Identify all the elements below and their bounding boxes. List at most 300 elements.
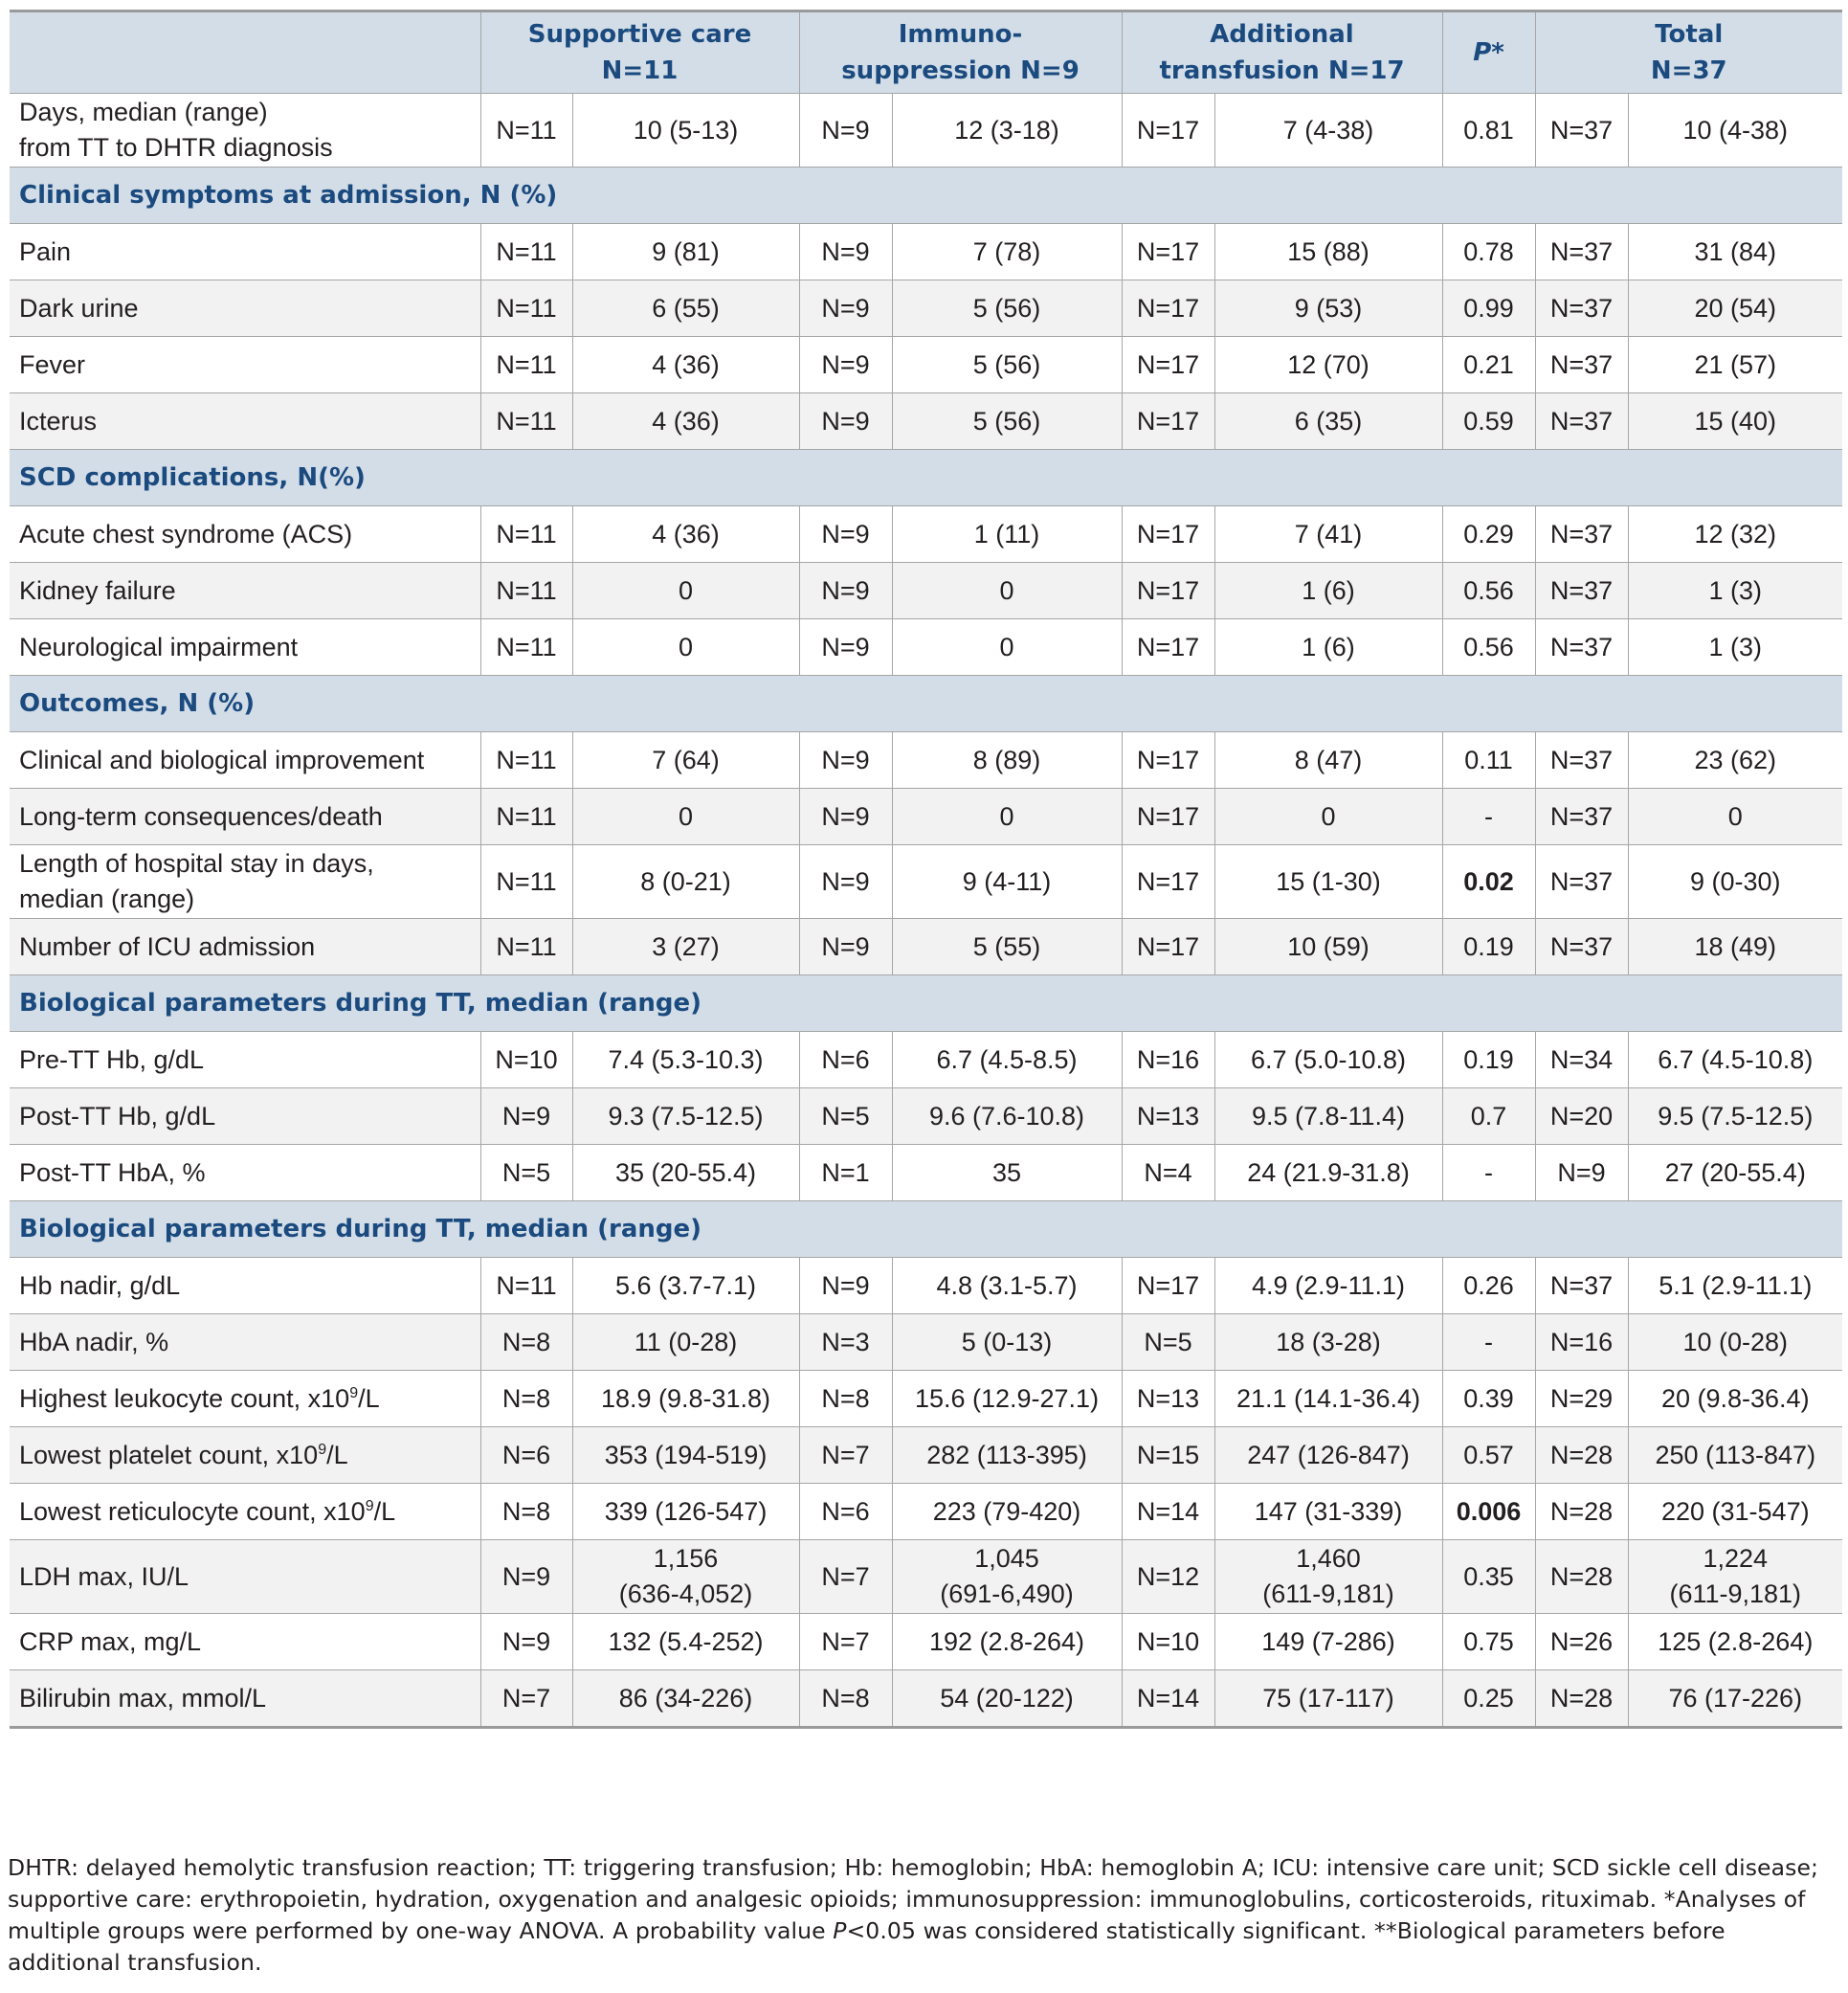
row-label-superscript: 9: [318, 1441, 327, 1458]
immunosuppression-n: N=9: [799, 919, 892, 975]
total-value-line: (611-9,181): [1669, 1579, 1802, 1608]
total-n: N=37: [1535, 224, 1628, 280]
immunosuppression-value: 8 (89): [892, 732, 1122, 789]
additional-transfusion-value: 6 (35): [1214, 393, 1442, 450]
supportive-care-n: N=11: [480, 280, 572, 337]
p-value: 0.006: [1442, 1484, 1535, 1540]
additional-transfusion-n: N=17: [1122, 280, 1214, 337]
additional-transfusion-value: 15 (88): [1214, 224, 1442, 280]
section-header-label: Biological parameters during TT, median (range): [10, 975, 1842, 1032]
additional-transfusion-n: N=10: [1122, 1614, 1214, 1670]
row-label: [10, 1371, 480, 1427]
supportive-care-value: 10 (5-13): [572, 94, 799, 168]
row-label-unit: /L: [373, 1496, 396, 1526]
additional-transfusion-value: 10 (59): [1214, 919, 1442, 975]
additional-transfusion-value-line: 1,460: [1296, 1544, 1361, 1573]
additional-transfusion-value: 8 (47): [1214, 732, 1442, 789]
row-label: [10, 1484, 480, 1540]
row-label-line: Icterus: [19, 406, 98, 436]
immunosuppression-value: 0: [892, 789, 1122, 845]
row-label-line: median (range): [19, 885, 195, 913]
supportive-care-n: N=11: [480, 393, 572, 450]
supportive-care-value: 0: [572, 619, 799, 676]
p-value: 0.26: [1442, 1258, 1535, 1314]
total-value: 21 (57): [1628, 337, 1842, 393]
table-row: [10, 1614, 1842, 1670]
footnote-p-symbol: P: [833, 1917, 847, 1944]
p-value: 0.59: [1442, 393, 1535, 450]
immunosuppression-value: 4.8 (3.1-5.7): [892, 1258, 1122, 1314]
row-label-superscript: 9: [365, 1497, 374, 1514]
supportive-care-value: [572, 1540, 799, 1614]
supportive-care-value: 86 (34-226): [572, 1670, 799, 1728]
total-value: 76 (17-226): [1628, 1670, 1842, 1728]
immunosuppression-value: 5 (56): [892, 280, 1122, 337]
p-value: 0.56: [1442, 619, 1535, 676]
table-row: [10, 224, 1842, 280]
table-row: [10, 1670, 1842, 1728]
total-n: N=29: [1535, 1371, 1628, 1427]
supportive-care-n: N=6: [480, 1427, 572, 1484]
immunosuppression-n: N=6: [799, 1484, 892, 1540]
supportive-care-n: N=10: [480, 1032, 572, 1088]
section-header-row: [10, 676, 1842, 732]
supportive-care-n: N=11: [480, 563, 572, 619]
supportive-care-value: 9.3 (7.5-12.5): [572, 1088, 799, 1145]
total-value: [1628, 1540, 1842, 1614]
row-label-line: Dark urine: [19, 293, 139, 323]
table-row: [10, 563, 1842, 619]
row-label: [10, 224, 480, 280]
row-label-line: Pain: [19, 236, 72, 266]
total-value: 15 (40): [1628, 393, 1842, 450]
header-immunosuppression-line2: suppression N=9: [841, 56, 1080, 85]
immunosuppression-value: 5 (56): [892, 393, 1122, 450]
row-label-line: Post-TT HbA, %: [19, 1157, 206, 1187]
total-value: 23 (62): [1628, 732, 1842, 789]
supportive-care-value: 4 (36): [572, 506, 799, 563]
additional-transfusion-n: N=5: [1122, 1314, 1214, 1371]
row-label: [10, 732, 480, 789]
row-label-unit: /L: [326, 1440, 348, 1469]
total-value: 10 (4-38): [1628, 94, 1842, 168]
additional-transfusion-value: 6.7 (5.0-10.8): [1214, 1032, 1442, 1088]
total-n: N=37: [1535, 393, 1628, 450]
supportive-care-value: 4 (36): [572, 337, 799, 393]
immunosuppression-value: 35: [892, 1145, 1122, 1201]
p-value: 0.11: [1442, 732, 1535, 789]
supportive-care-n: N=5: [480, 1145, 572, 1201]
table-row: [10, 1371, 1842, 1427]
additional-transfusion-value: 149 (7-286): [1214, 1614, 1442, 1670]
table-row: [10, 919, 1842, 975]
total-value: 250 (113-847): [1628, 1427, 1842, 1484]
additional-transfusion-value: 15 (1-30): [1214, 845, 1442, 919]
section-header-row: [10, 450, 1842, 506]
section-header-label: SCD complications, N(%): [10, 450, 1842, 506]
additional-transfusion-value: 21.1 (14.1-36.4): [1214, 1371, 1442, 1427]
additional-transfusion-n: N=17: [1122, 563, 1214, 619]
supportive-care-n: N=11: [480, 845, 572, 919]
row-label: [10, 1670, 480, 1728]
immunosuppression-value: 5 (0-13): [892, 1314, 1122, 1371]
total-n: N=16: [1535, 1314, 1628, 1371]
supportive-care-value: 18.9 (9.8-31.8): [572, 1371, 799, 1427]
supportive-care-value: 5.6 (3.7-7.1): [572, 1258, 799, 1314]
additional-transfusion-value: 7 (41): [1214, 506, 1442, 563]
total-n: N=37: [1535, 280, 1628, 337]
table-row: [10, 337, 1842, 393]
immunosuppression-n: N=9: [799, 845, 892, 919]
p-value: 0.7: [1442, 1088, 1535, 1145]
supportive-care-value: 7.4 (5.3-10.3): [572, 1032, 799, 1088]
table-row: [10, 1145, 1842, 1201]
additional-transfusion-value: 9.5 (7.8-11.4): [1214, 1088, 1442, 1145]
row-label: [10, 506, 480, 563]
table-row: [10, 506, 1842, 563]
table-row: [10, 1427, 1842, 1484]
row-label: [10, 337, 480, 393]
section-header-label: Outcomes, N (%): [10, 676, 1842, 732]
additional-transfusion-n: N=17: [1122, 224, 1214, 280]
immunosuppression-n: N=9: [799, 337, 892, 393]
total-value: 5.1 (2.9-11.1): [1628, 1258, 1842, 1314]
immunosuppression-value: 282 (113-395): [892, 1427, 1122, 1484]
header-label-col: [10, 11, 480, 94]
supportive-care-value-line: (636-4,052): [618, 1579, 753, 1608]
additional-transfusion-value: 1 (6): [1214, 619, 1442, 676]
additional-transfusion-value: 7 (4-38): [1214, 94, 1442, 168]
total-n: N=28: [1535, 1670, 1628, 1728]
table-row: [10, 1484, 1842, 1540]
total-value: 0: [1628, 789, 1842, 845]
additional-transfusion-n: N=17: [1122, 94, 1214, 168]
immunosuppression-n: N=7: [799, 1427, 892, 1484]
immunosuppression-n: N=7: [799, 1540, 892, 1614]
total-value: 9.5 (7.5-12.5): [1628, 1088, 1842, 1145]
row-label: [10, 789, 480, 845]
row-label: [10, 393, 480, 450]
immunosuppression-n: N=9: [799, 94, 892, 168]
supportive-care-n: N=11: [480, 1258, 572, 1314]
row-label-line: Clinical and biological improvement: [19, 745, 425, 774]
p-value: 0.39: [1442, 1371, 1535, 1427]
supportive-care-n: N=11: [480, 919, 572, 975]
row-label-unit: /L: [358, 1383, 380, 1413]
p-value: 0.57: [1442, 1427, 1535, 1484]
row-label-line: Days, median (range): [19, 98, 268, 126]
table-row: [10, 619, 1842, 676]
immunosuppression-value: 6.7 (4.5-8.5): [892, 1032, 1122, 1088]
total-value: 6.7 (4.5-10.8): [1628, 1032, 1842, 1088]
immunosuppression-value: [892, 1540, 1122, 1614]
supportive-care-value: 4 (36): [572, 393, 799, 450]
table-row: [10, 1258, 1842, 1314]
immunosuppression-value: 15.6 (12.9-27.1): [892, 1371, 1122, 1427]
row-label-line: LDH max, IU/L: [19, 1561, 189, 1591]
supportive-care-n: N=11: [480, 789, 572, 845]
immunosuppression-value: 7 (78): [892, 224, 1122, 280]
row-label: [10, 1540, 480, 1614]
additional-transfusion-n: N=17: [1122, 789, 1214, 845]
total-n: N=37: [1535, 94, 1628, 168]
total-n: N=9: [1535, 1145, 1628, 1201]
additional-transfusion-value: 247 (126-847): [1214, 1427, 1442, 1484]
row-label: [10, 845, 480, 919]
supportive-care-value: 0: [572, 563, 799, 619]
row-label-line: CRP max, mg/L: [19, 1626, 202, 1656]
section-header-label: Biological parameters during TT, median (range): [10, 1201, 1842, 1258]
immunosuppression-value: 192 (2.8-264): [892, 1614, 1122, 1670]
total-value: 9 (0-30): [1628, 845, 1842, 919]
immunosuppression-n: N=7: [799, 1614, 892, 1670]
table-header-row: [10, 11, 1842, 94]
table-row: [10, 789, 1842, 845]
supportive-care-value: 6 (55): [572, 280, 799, 337]
header-additional-transfusion: [1122, 11, 1442, 94]
p-value: 0.19: [1442, 1032, 1535, 1088]
immunosuppression-value-line: 1,045: [974, 1544, 1039, 1573]
supportive-care-value: 8 (0-21): [572, 845, 799, 919]
row-label: [10, 1145, 480, 1201]
total-value: 125 (2.8-264): [1628, 1614, 1842, 1670]
immunosuppression-n: N=9: [799, 1258, 892, 1314]
p-value: 0.99: [1442, 280, 1535, 337]
additional-transfusion-n: N=17: [1122, 845, 1214, 919]
immunosuppression-n: N=9: [799, 393, 892, 450]
immunosuppression-n: N=3: [799, 1314, 892, 1371]
immunosuppression-n: N=5: [799, 1088, 892, 1145]
additional-transfusion-n: N=17: [1122, 1258, 1214, 1314]
additional-transfusion-value: 75 (17-117): [1214, 1670, 1442, 1728]
p-value: -: [1442, 789, 1535, 845]
additional-transfusion-n: N=17: [1122, 506, 1214, 563]
immunosuppression-n: N=6: [799, 1032, 892, 1088]
supportive-care-n: N=11: [480, 506, 572, 563]
total-n: N=26: [1535, 1614, 1628, 1670]
additional-transfusion-n: N=17: [1122, 919, 1214, 975]
row-label: [10, 1614, 480, 1670]
header-total-line2: N=37: [1650, 56, 1727, 85]
immunosuppression-value: 1 (11): [892, 506, 1122, 563]
footnote-text-1: DHTR: delayed hemolytic transfusion reaction; TT: triggering transfusion; Hb: hemoglobin; HbA: hemoglobin A; ICU: intensive care unit; SCD sickle cell disease; supportive care: erythropoietin, hydration, oxygenation and analgesic opioids; immunosuppression: immunoglobulins, corticosteroids, rituximab. *Analyses of multiple groups were performed by one-way ANOVA. A probability value: [8, 1854, 1819, 1944]
total-n: N=28: [1535, 1427, 1628, 1484]
additional-transfusion-n: N=17: [1122, 619, 1214, 676]
p-value: 0.35: [1442, 1540, 1535, 1614]
total-n: N=37: [1535, 732, 1628, 789]
supportive-care-n: N=9: [480, 1088, 572, 1145]
additional-transfusion-value: 12 (70): [1214, 337, 1442, 393]
immunosuppression-n: N=8: [799, 1371, 892, 1427]
row-label: [10, 1032, 480, 1088]
p-value: 0.78: [1442, 224, 1535, 280]
p-value: 0.56: [1442, 563, 1535, 619]
total-n: N=37: [1535, 789, 1628, 845]
immunosuppression-value: 0: [892, 563, 1122, 619]
supportive-care-value: 132 (5.4-252): [572, 1614, 799, 1670]
p-value: 0.21: [1442, 337, 1535, 393]
supportive-care-n: N=9: [480, 1540, 572, 1614]
p-value: 0.02: [1442, 845, 1535, 919]
header-supportive-care: [480, 11, 799, 94]
total-value: 10 (0-28): [1628, 1314, 1842, 1371]
additional-transfusion-n: N=17: [1122, 337, 1214, 393]
table-row: [10, 1088, 1842, 1145]
header-supportive-care-line1: Supportive care: [527, 20, 752, 49]
immunosuppression-value: 9.6 (7.6-10.8): [892, 1088, 1122, 1145]
additional-transfusion-n: N=17: [1122, 393, 1214, 450]
row-label-line: Acute chest syndrome (ACS): [19, 519, 353, 549]
header-p-value: P*: [1442, 11, 1535, 94]
total-value: 12 (32): [1628, 506, 1842, 563]
table-row: [10, 1314, 1842, 1371]
row-label-line: Bilirubin max, mmol/L: [19, 1683, 267, 1713]
row-label: [10, 919, 480, 975]
row-label: [10, 1427, 480, 1484]
total-value: 1 (3): [1628, 563, 1842, 619]
row-label: [10, 1314, 480, 1371]
supportive-care-value: 3 (27): [572, 919, 799, 975]
p-value: 0.29: [1442, 506, 1535, 563]
table-body: [10, 94, 1842, 1728]
table-row: [10, 1540, 1842, 1614]
additional-transfusion-value: 0: [1214, 789, 1442, 845]
immunosuppression-n: N=9: [799, 789, 892, 845]
supportive-care-n: N=11: [480, 94, 572, 168]
row-label-line: Fever: [19, 349, 86, 379]
total-n: N=37: [1535, 337, 1628, 393]
row-label: [10, 563, 480, 619]
header-additional-transfusion-line1: Additional: [1210, 20, 1354, 49]
row-label-line: Long-term consequences/death: [19, 801, 383, 831]
table-row: [10, 1032, 1842, 1088]
immunosuppression-n: N=9: [799, 619, 892, 676]
total-n: N=28: [1535, 1484, 1628, 1540]
immunosuppression-value: 54 (20-122): [892, 1670, 1122, 1728]
total-n: N=37: [1535, 919, 1628, 975]
total-value: 1 (3): [1628, 619, 1842, 676]
immunosuppression-n: N=9: [799, 732, 892, 789]
p-value: -: [1442, 1314, 1535, 1371]
footnote-text-2: <0.05 was considered statistically significant. **Biological parameters before additional transfusion.: [8, 1917, 1726, 1976]
supportive-care-n: N=8: [480, 1371, 572, 1427]
immunosuppression-value: 9 (4-11): [892, 845, 1122, 919]
p-value: -: [1442, 1145, 1535, 1201]
table-row: [10, 845, 1842, 919]
total-n: N=37: [1535, 845, 1628, 919]
supportive-care-n: N=11: [480, 619, 572, 676]
total-value: 31 (84): [1628, 224, 1842, 280]
immunosuppression-n: N=9: [799, 506, 892, 563]
supportive-care-value: 353 (194-519): [572, 1427, 799, 1484]
supportive-care-n: N=11: [480, 337, 572, 393]
section-header-row: [10, 1201, 1842, 1258]
p-value: 0.81: [1442, 94, 1535, 168]
total-value: 20 (54): [1628, 280, 1842, 337]
immunosuppression-n: N=9: [799, 280, 892, 337]
additional-transfusion-n: N=12: [1122, 1540, 1214, 1614]
immunosuppression-value: 223 (79-420): [892, 1484, 1122, 1540]
additional-transfusion-value: [1214, 1540, 1442, 1614]
immunosuppression-value: 12 (3-18): [892, 94, 1122, 168]
total-value: 27 (20-55.4): [1628, 1145, 1842, 1201]
supportive-care-n: N=8: [480, 1314, 572, 1371]
row-label-line: Neurological impairment: [19, 632, 299, 661]
row-label-line: Hb nadir, g/dL: [19, 1270, 181, 1300]
results-table: [10, 10, 1842, 1729]
section-header-row: [10, 168, 1842, 224]
additional-transfusion-n: N=14: [1122, 1670, 1214, 1728]
header-total-line1: Total: [1655, 20, 1724, 49]
total-n: N=37: [1535, 619, 1628, 676]
section-header-row: [10, 975, 1842, 1032]
immunosuppression-n: N=8: [799, 1670, 892, 1728]
supportive-care-n: N=11: [480, 732, 572, 789]
table-row: [10, 393, 1842, 450]
total-n: N=34: [1535, 1032, 1628, 1088]
header-total: [1535, 11, 1842, 94]
additional-transfusion-value: 147 (31-339): [1214, 1484, 1442, 1540]
additional-transfusion-n: N=15: [1122, 1427, 1214, 1484]
p-value: 0.75: [1442, 1614, 1535, 1670]
immunosuppression-value: 5 (55): [892, 919, 1122, 975]
additional-transfusion-value: 4.9 (2.9-11.1): [1214, 1258, 1442, 1314]
supportive-care-value: 11 (0-28): [572, 1314, 799, 1371]
row-label-text: Lowest platelet count, x10: [19, 1440, 319, 1469]
additional-transfusion-value: 1 (6): [1214, 563, 1442, 619]
header-immunosuppression-line1: Immuno-: [898, 20, 1023, 49]
supportive-care-value: 339 (126-547): [572, 1484, 799, 1540]
header-immunosuppression: [799, 11, 1122, 94]
supportive-care-n: N=8: [480, 1484, 572, 1540]
p-value: 0.25: [1442, 1670, 1535, 1728]
table-row: [10, 732, 1842, 789]
additional-transfusion-value: 24 (21.9-31.8): [1214, 1145, 1442, 1201]
additional-transfusion-n: N=16: [1122, 1032, 1214, 1088]
table-footnote: [8, 1852, 1840, 1979]
total-value: 220 (31-547): [1628, 1484, 1842, 1540]
section-header-label: Clinical symptoms at admission, N (%): [10, 168, 1842, 224]
table-row: [10, 280, 1842, 337]
total-n: N=37: [1535, 563, 1628, 619]
row-label-line: HbA nadir, %: [19, 1327, 169, 1356]
row-label-text: Lowest reticulocyte count, x10: [19, 1496, 366, 1526]
total-n: N=28: [1535, 1540, 1628, 1614]
total-n: N=37: [1535, 506, 1628, 563]
total-value-line: 1,224: [1703, 1544, 1769, 1573]
additional-transfusion-n: N=4: [1122, 1145, 1214, 1201]
additional-transfusion-n: N=17: [1122, 732, 1214, 789]
immunosuppression-n: N=1: [799, 1145, 892, 1201]
supportive-care-value-line: 1,156: [653, 1544, 719, 1573]
supportive-care-value: 7 (64): [572, 732, 799, 789]
immunosuppression-value: 0: [892, 619, 1122, 676]
row-label-line: Length of hospital stay in days,: [19, 849, 374, 878]
additional-transfusion-value: 9 (53): [1214, 280, 1442, 337]
table-row: [10, 94, 1842, 168]
immunosuppression-value: 5 (56): [892, 337, 1122, 393]
immunosuppression-n: N=9: [799, 563, 892, 619]
row-label-line: Post-TT Hb, g/dL: [19, 1101, 216, 1131]
row-label: [10, 280, 480, 337]
header-supportive-care-line2: N=11: [601, 56, 679, 85]
immunosuppression-value-line: (691-6,490): [940, 1579, 1074, 1608]
supportive-care-value: 35 (20-55.4): [572, 1145, 799, 1201]
supportive-care-n: N=7: [480, 1670, 572, 1728]
row-label: [10, 1258, 480, 1314]
row-label-text: Highest leukocyte count, x10: [19, 1383, 350, 1413]
supportive-care-n: N=11: [480, 224, 572, 280]
